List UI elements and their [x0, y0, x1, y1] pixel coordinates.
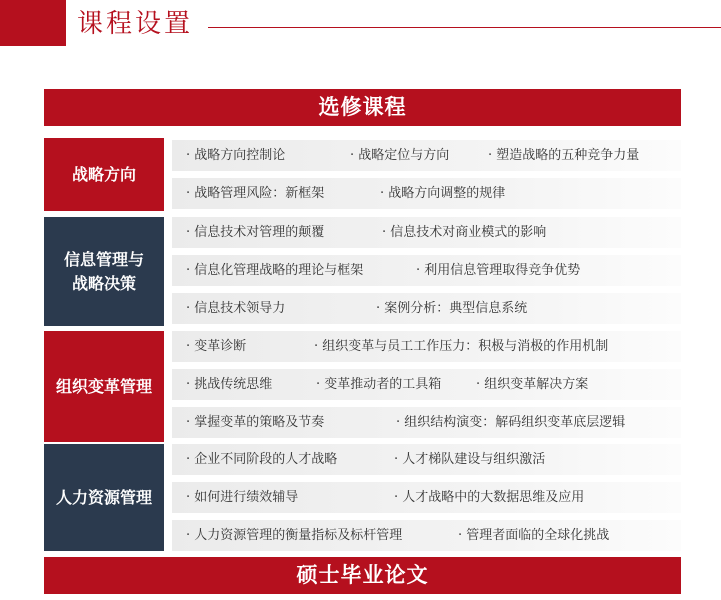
course-row [172, 178, 681, 209]
course-row [172, 217, 681, 248]
course-item: · 组织变革解决方案 [476, 377, 589, 392]
category-label: 组织变革管理 [44, 331, 164, 442]
course-item: · 管理者面临的全球化挑战 [458, 528, 610, 543]
course-item: · 组织变革与员工工作压力：积极与消极的作用机制 [314, 339, 609, 354]
course-row [172, 331, 681, 362]
course-row [172, 369, 681, 400]
course-row [172, 255, 681, 286]
category-label: 人力资源管理 [44, 444, 164, 551]
course-item: · 战略方向控制论 [186, 148, 286, 163]
course-item: · 挑战传统思维 [186, 377, 273, 392]
course-row [172, 444, 681, 475]
course-row [172, 520, 681, 551]
course-item: · 组织结构演变：解码组织变革底层逻辑 [396, 415, 626, 430]
electives-banner: 选修课程 [44, 89, 681, 126]
course-item: · 案例分析：典型信息系统 [376, 301, 528, 316]
category-label: 信息管理与 战略决策 [44, 217, 164, 326]
course-item: · 塑造战略的五种竞争力量 [488, 148, 640, 163]
course-item: · 信息技术对管理的颠覆 [186, 225, 325, 240]
course-row [172, 482, 681, 513]
category-label: 战略方向 [44, 138, 164, 211]
section-strategy [44, 138, 681, 211]
course-item: · 信息技术领导力 [186, 301, 286, 316]
course-item: · 人才梯队建设与组织激活 [394, 452, 546, 467]
course-item: · 利用信息管理取得竞争优势 [416, 263, 581, 278]
page-title: 课程设置 [77, 9, 194, 39]
course-item: · 人才战略中的大数据思维及应用 [394, 490, 585, 505]
course-item: · 战略管理风险：新框架 [186, 186, 325, 201]
section-hr-management [44, 444, 681, 551]
course-item: · 变革推动者的工具箱 [316, 377, 442, 392]
course-row [172, 140, 681, 171]
header-divider [208, 27, 721, 28]
course-item: · 变革诊断 [186, 339, 247, 354]
course-row [172, 293, 681, 324]
thesis-banner: 硕士毕业论文 [44, 557, 681, 594]
course-item: · 企业不同阶段的人才战略 [186, 452, 338, 467]
course-item: · 信息技术对商业模式的影响 [382, 225, 547, 240]
course-item: · 掌握变革的策略及节奏 [186, 415, 325, 430]
course-item: · 人力资源管理的衡量指标及标杆管理 [186, 528, 403, 543]
section-org-change [44, 331, 681, 442]
header-accent-block [0, 0, 66, 46]
course-item: · 战略定位与方向 [350, 148, 450, 163]
course-item: · 信息化管理战略的理论与框架 [186, 263, 364, 278]
course-row [172, 407, 681, 438]
section-info-management [44, 217, 681, 326]
course-item: · 战略方向调整的规律 [380, 186, 506, 201]
course-item: · 如何进行绩效辅导 [186, 490, 299, 505]
